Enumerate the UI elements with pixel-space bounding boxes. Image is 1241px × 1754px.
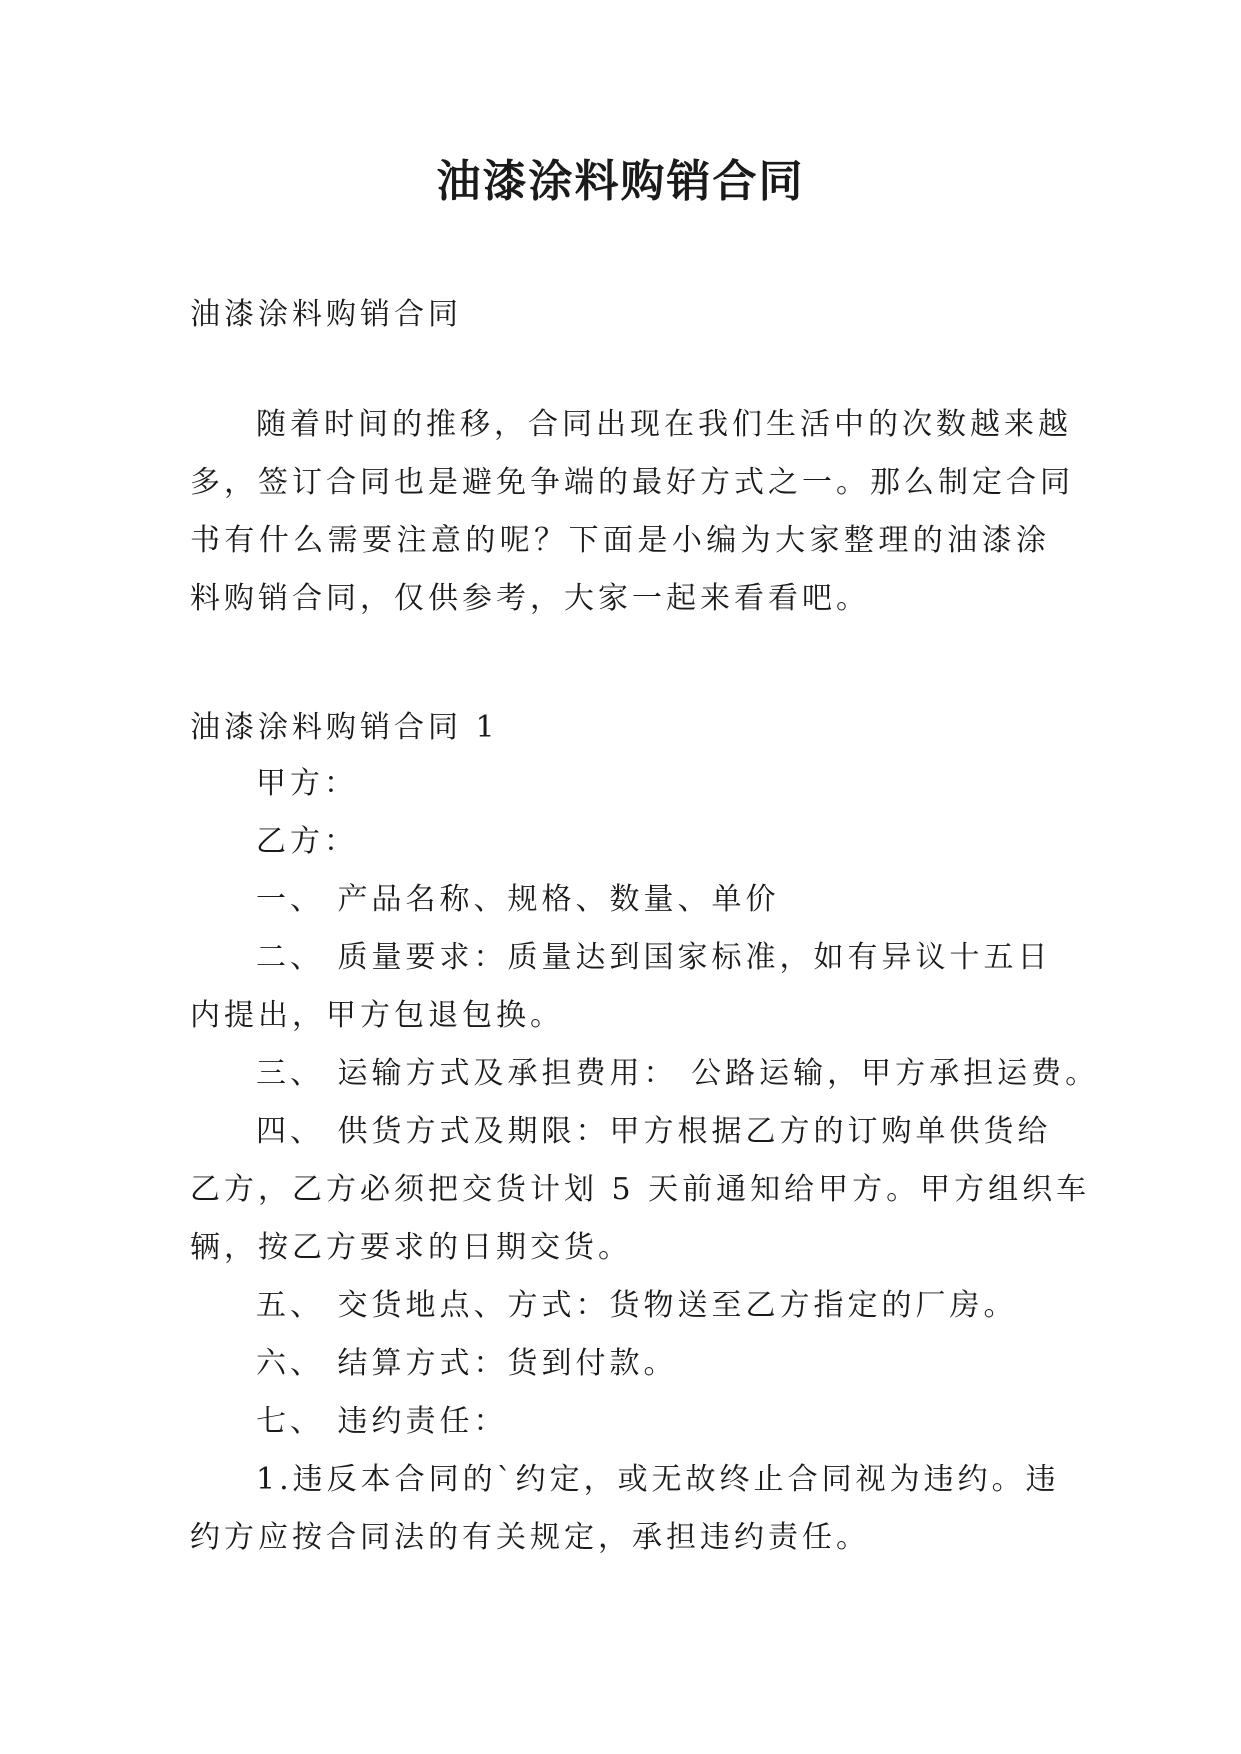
clause-line: 一、 产品名称、规格、数量、单价 (256, 882, 780, 917)
clause-line: 六、 结算方式：货到付款。 (256, 1346, 678, 1381)
intro-line: 料购销合同，仅供参考，大家一起来看看吧。 (190, 581, 870, 616)
clause-line: 五、 交货地点、方式：货物送至乙方指定的厂房。 (256, 1288, 1018, 1323)
intro-line: 书有什么需要注意的呢？下面是小编为大家整理的油漆涂 (190, 523, 1050, 558)
clause-line: 乙方，乙方必须把交货计划 5 天前通知给甲方。甲方组织车 (190, 1172, 1091, 1207)
clause-line: 辆，按乙方要求的日期交货。 (190, 1230, 632, 1265)
clause-line: 1.违反本合同的`约定，或无故终止合同视为违约。违 (256, 1462, 1060, 1497)
intro-line: 随着时间的推移，合同出现在我们生活中的次数越来越 (256, 407, 1072, 442)
clause-line: 三、 运输方式及承担费用： 公路运输，甲方承担运费。 (256, 1056, 1100, 1091)
clause-line: 约方应按合同法的有关规定，承担违约责任。 (190, 1520, 870, 1555)
intro-line: 多，签订合同也是避免争端的最好方式之一。那么制定合同 (190, 465, 1074, 500)
clause-line: 七、 违约责任： (256, 1404, 508, 1439)
document-subtitle: 油漆涂料购销合同 (190, 297, 462, 332)
party-a-label: 甲方： (256, 766, 358, 801)
document-title: 油漆涂料购销合同 (436, 156, 805, 207)
section-heading: 油漆涂料购销合同 1 (190, 710, 499, 745)
clause-line: 四、 供货方式及期限：甲方根据乙方的订购单供货给 (256, 1114, 1052, 1149)
clause-line: 二、 质量要求：质量达到国家标准，如有异议十五日 (256, 940, 1052, 975)
clause-line: 内提出，甲方包退包换。 (190, 998, 564, 1033)
party-b-label: 乙方： (256, 824, 358, 859)
